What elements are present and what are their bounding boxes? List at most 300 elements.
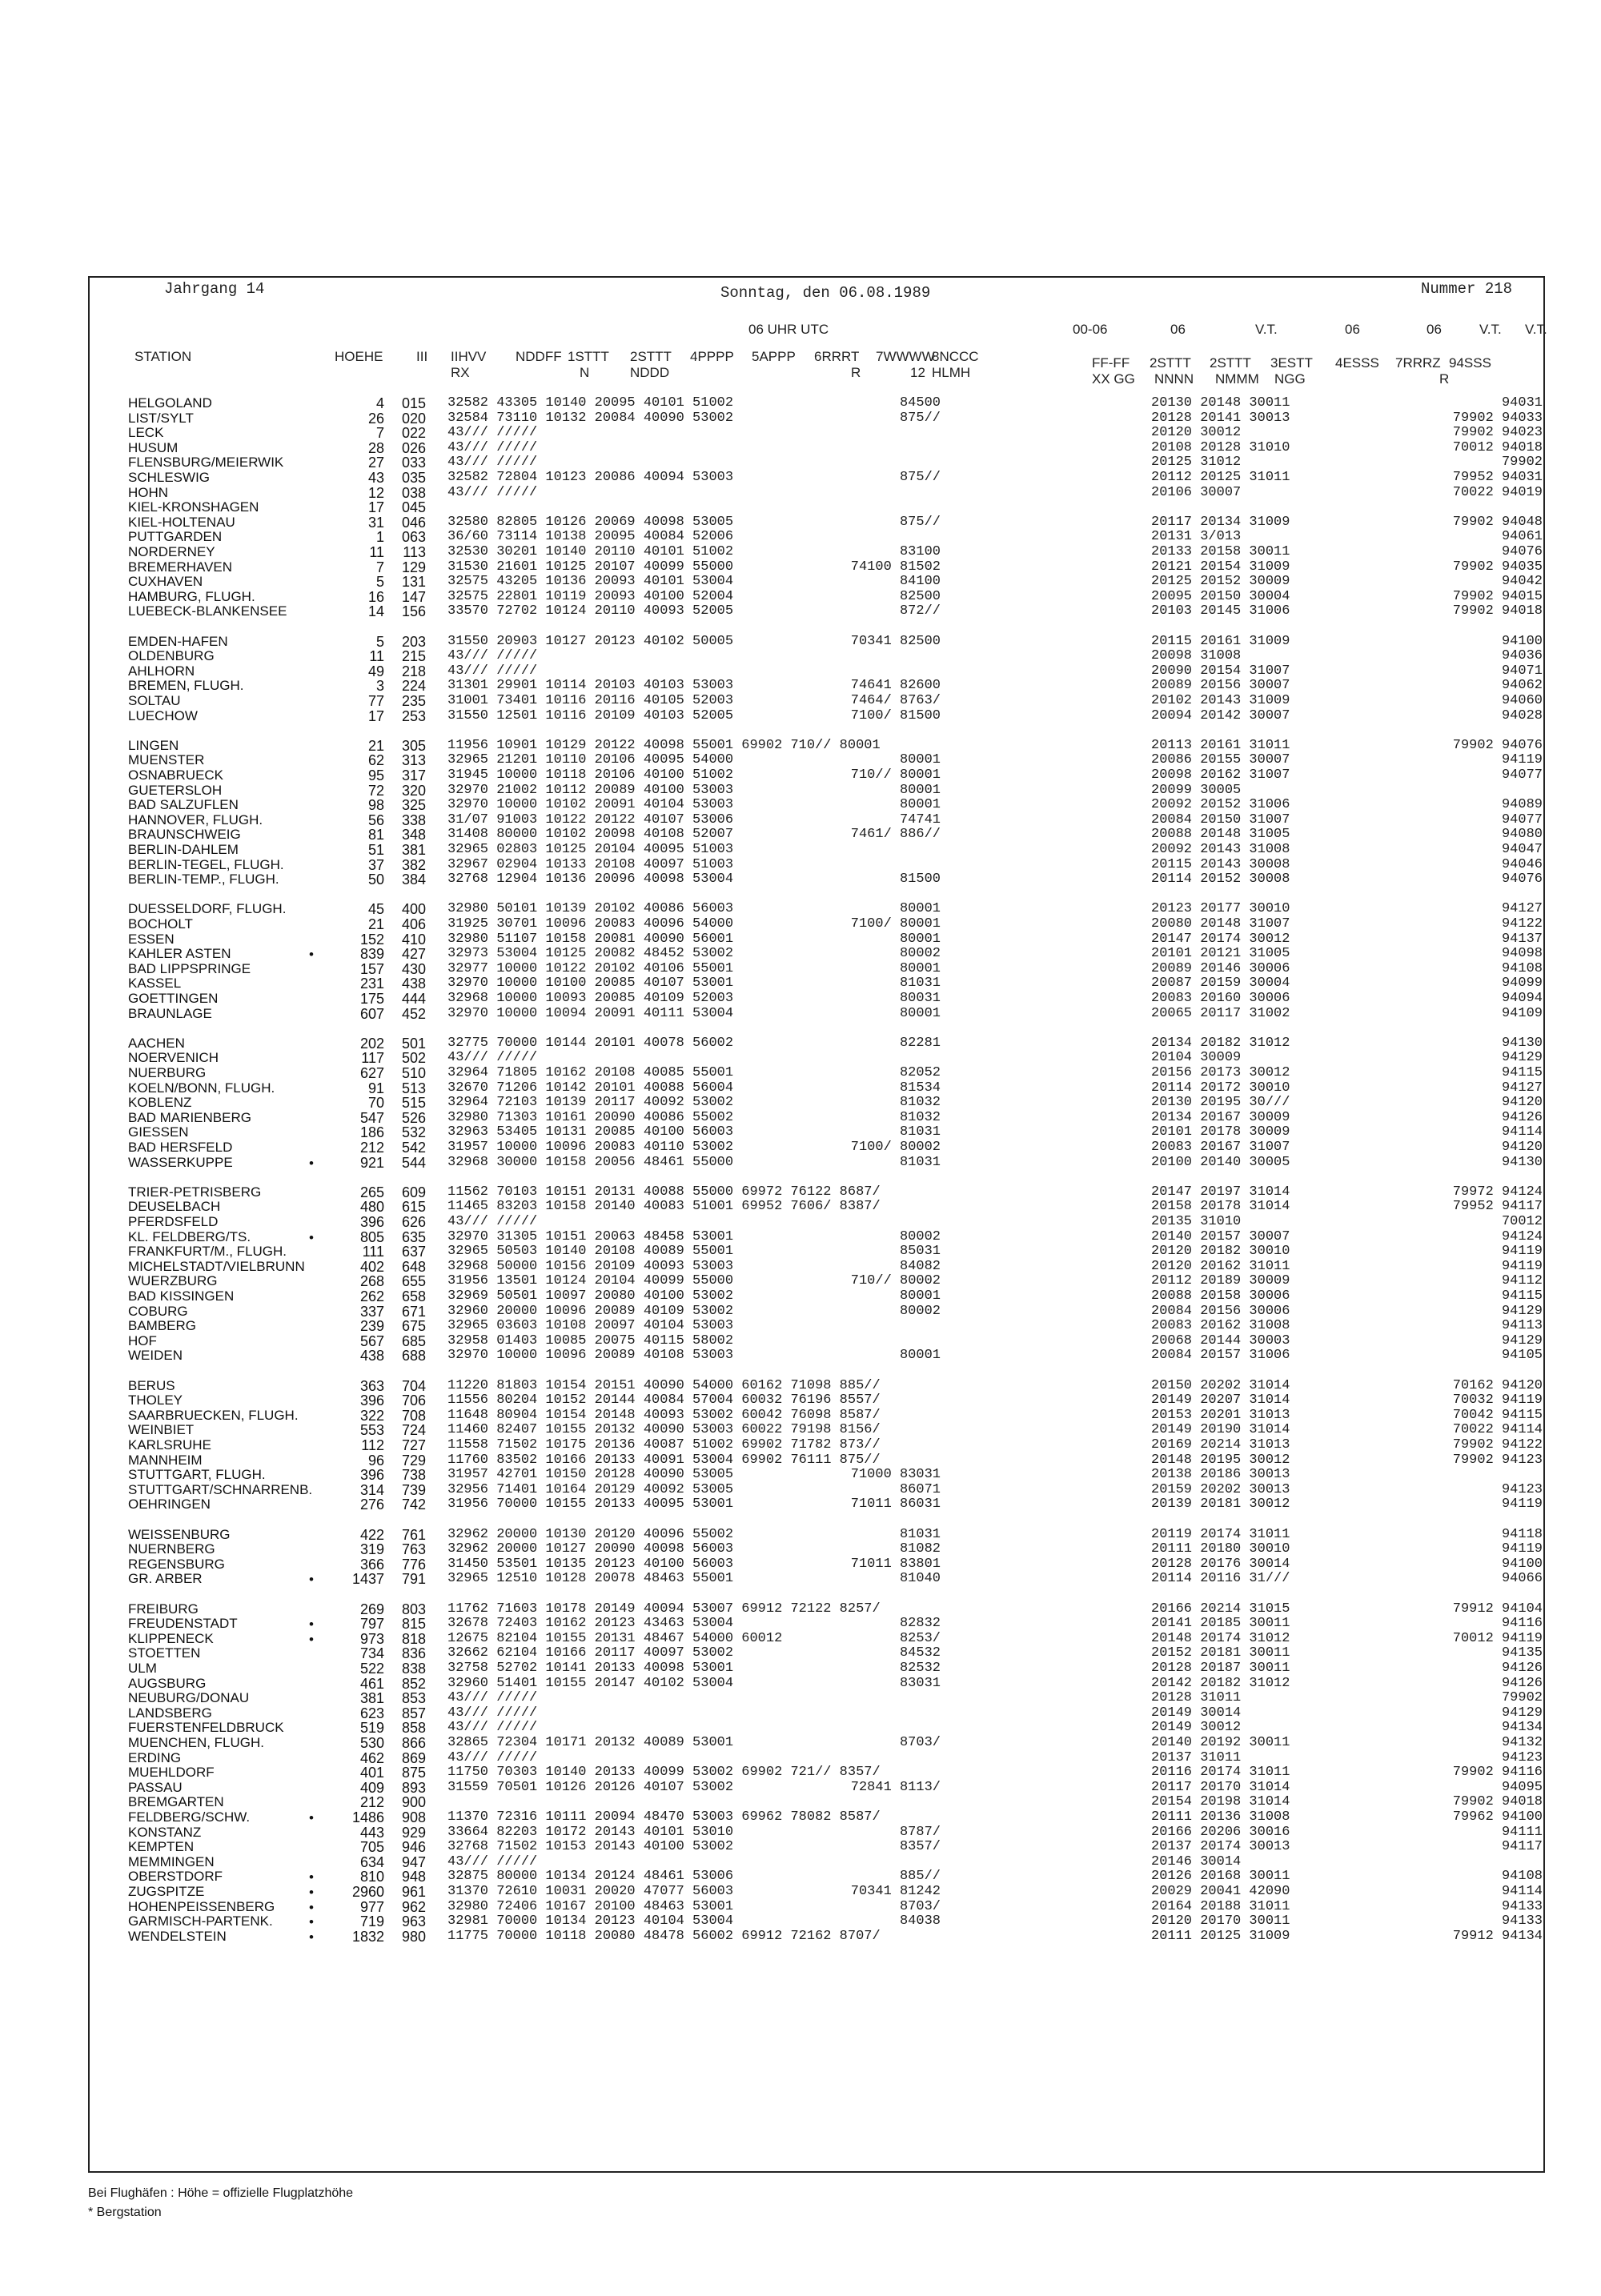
station-id: 858 [401,1720,426,1737]
synop-weather-cloud: 74641 82600 [850,678,941,694]
column-header-subcell: R [851,365,861,380]
section3-groups: 20102 20143 31009 [1151,693,1290,708]
table-row [0,992,1601,1006]
column-group-label: 06 [1426,322,1442,337]
section3-groups: 20164 20188 31011 [1151,1898,1290,1914]
section3-tail: 94129 [1501,1332,1543,1348]
station-name: BAD SALZUFLEN [128,797,239,813]
column-header-cell: 7WWWW [876,349,935,364]
synop-main-groups: 11562 70103 10151 20131 40088 55000 69972 76122 8687/ [447,1184,881,1200]
station-id: 852 [401,1675,426,1692]
section3-tail: 94094 [1501,991,1543,1006]
station-name: KIEL-KRONSHAGEN [128,499,259,515]
section3-groups: 20100 20140 30005 [1151,1154,1290,1170]
station-name: HOF [128,1332,157,1348]
station-id: 526 [401,1109,426,1126]
station-id: 033 [401,455,426,471]
synop-main-groups: 32530 30201 10140 20110 40101 51002 [447,544,734,559]
synop-main-groups: 31550 20903 10127 20123 40102 50005 [447,633,734,649]
station-id: 838 [401,1661,426,1677]
synop-weather-cloud: 872// [899,603,941,619]
station-id: 857 [401,1705,426,1721]
station-height: 5 [375,574,384,591]
synop-main-groups: 31550 12501 10116 20109 40103 52005 [447,707,734,723]
table-row [0,976,1601,991]
section3-groups: 20120 20162 31011 [1151,1258,1290,1274]
table-row [0,1751,1601,1765]
section3-tail: 94132 [1501,1735,1543,1750]
section3-groups: 20083 20160 30006 [1151,991,1290,1006]
station-id: 980 [401,1928,426,1945]
synop-weather-cloud: 84500 [899,395,941,411]
synop-main-groups: 32964 71805 10162 20108 40085 55001 [447,1065,734,1080]
table-row [0,872,1601,887]
station-id: 400 [401,901,426,918]
station-id: 235 [401,693,426,709]
section3-tail: 94108 [1501,1869,1543,1885]
section3-tail: 94095 [1501,1779,1543,1795]
section3-tail: 94060 [1501,693,1543,708]
synop-main-groups: 32970 21002 10112 20089 40100 53003 [447,782,734,798]
station-id: 444 [401,991,426,1007]
synop-main-groups: 32662 62104 10166 20117 40097 53002 [447,1645,734,1661]
station-height: 49 [367,663,384,679]
table-row [0,1795,1601,1809]
station-height: 98 [367,797,384,814]
synop-main-groups: 31957 10000 10096 20083 40110 53002 [447,1140,734,1155]
station-height: 265 [359,1184,384,1200]
station-height: 734 [359,1645,384,1662]
table-row [0,753,1601,767]
section3-tail: 94126 [1501,1109,1543,1125]
column-header-cell: NDDFF [516,349,562,364]
section3-tail: 79902 94122 [1452,1437,1543,1453]
section3-groups: 20104 30009 [1151,1050,1242,1066]
station-height: 91 [367,1080,384,1096]
station-height: 26 [367,410,384,427]
station-height: 72 [367,782,384,799]
synop-main-groups: 11460 82407 10155 20132 40090 53003 60022 79198 8156/ [447,1422,881,1438]
section3-groups: 20125 20152 30009 [1151,574,1290,590]
section3-groups: 20095 20150 30004 [1151,588,1290,604]
station-height: 973 [359,1630,384,1647]
section3-tail: 79902 [1501,1690,1543,1706]
station-id: 818 [401,1630,426,1647]
section3-tail: 94105 [1501,1348,1543,1364]
station-id: 635 [401,1228,426,1245]
station-name: ESSEN [128,931,175,947]
station-height: 5 [375,633,384,650]
section3-tail: 79902 94018 [1452,603,1543,619]
station-id: 046 [401,514,426,531]
station-id: 853 [401,1690,426,1707]
synop-main-groups: 11556 80204 10152 20144 40084 57004 60032 76196 8557/ [447,1392,881,1408]
section3-groups: 20080 20148 31007 [1151,916,1290,932]
station-height: 81 [367,827,384,843]
station-name: TRIER-PETRISBERG [128,1184,262,1200]
section3-groups: 20117 20170 31014 [1151,1779,1290,1795]
section3-tail: 94031 [1501,395,1543,411]
synop-weather-cloud: 82500 [899,588,941,604]
station-name: DUESSELDORF, FLUGH. [128,901,287,917]
column-header-cell: IIHVV [451,349,487,364]
synop-main-groups: 32970 10000 10102 20091 40104 53003 [447,797,734,813]
synop-main-groups: 32973 53004 10125 20082 48452 53002 [447,946,734,962]
section3-groups: 20090 20154 31007 [1151,663,1290,679]
table-row [0,500,1601,515]
station-height: 810 [359,1869,384,1885]
section3-groups: 20154 20198 31014 [1151,1794,1290,1810]
synop-main-groups: 32962 20000 10130 20120 40096 55002 [447,1526,734,1542]
table-row [0,1781,1601,1795]
synop-main-groups: 32970 10000 10096 20089 40108 53003 [447,1348,734,1364]
mountain-station-marker: • [309,1617,314,1633]
station-height: 401 [359,1765,384,1781]
section3-tail: 79902 94018 [1452,1794,1543,1810]
station-name: NEUBURG/DONAU [128,1690,250,1706]
table-row [0,962,1601,976]
column-header-cell: HOEHE [335,349,383,364]
station-height: 396 [359,1467,384,1484]
column-header-cell: 3ESTT [1270,355,1313,371]
station-name: HOHENPEISSENBERG [128,1898,275,1914]
synop-weather-cloud: 80002 [899,1228,941,1244]
table-row [0,441,1601,455]
table-row [0,1140,1601,1155]
section3-groups: 20086 20155 30007 [1151,752,1290,768]
section3-groups: 20146 30014 [1151,1853,1242,1869]
station-height: 402 [359,1258,384,1275]
station-id: 253 [401,707,426,724]
section3-groups: 20114 20172 30010 [1151,1080,1290,1096]
station-height: 363 [359,1377,384,1394]
station-id: 685 [401,1332,426,1349]
synop-weather-cloud: 7464/ 8763/ [850,693,941,708]
table-row [0,560,1601,575]
section3-groups: 20111 20136 31008 [1151,1809,1290,1825]
table-row [0,1885,1601,1899]
station-height: 1437 [351,1571,384,1588]
table-row [0,1304,1601,1319]
column-header-cell: 2STTT [1210,355,1251,371]
station-height: 16 [367,588,384,605]
station-id: 791 [401,1571,426,1588]
station-height: 43 [367,470,384,486]
station-height: 921 [359,1154,384,1171]
section3-groups: 20169 20214 31013 [1151,1437,1290,1453]
synop-main-groups: 31945 10000 10118 20106 40100 51002 [447,767,734,783]
section3-groups: 20159 20202 30013 [1151,1481,1290,1497]
station-name: BAD LIPPSPRINGE [128,960,251,976]
station-name: FELDBERG/SCHW. [128,1809,251,1825]
table-row [0,1393,1601,1408]
table-row [0,843,1601,857]
mountain-station-marker: • [309,1631,314,1647]
station-id: 658 [401,1288,426,1304]
section3-groups: 20120 30012 [1151,425,1242,441]
table-row [0,1230,1601,1244]
station-id: 908 [401,1809,426,1825]
station-name: MUEHLDORF [128,1765,215,1781]
synop-main-groups: 43/// ///// [447,1720,538,1736]
station-id: 729 [401,1452,426,1469]
station-height: 805 [359,1228,384,1245]
section3-tail: 94036 [1501,648,1543,664]
station-name: NUERBURG [128,1065,207,1080]
column-header-subcell: XX GG [1092,371,1135,387]
table-row [0,827,1601,842]
table-row [0,1765,1601,1780]
section3-groups: 20134 20182 31012 [1151,1035,1290,1051]
section3-groups: 20128 20187 30011 [1151,1661,1290,1676]
station-id: 869 [401,1749,426,1766]
synop-main-groups: 11760 83502 10166 20133 40091 53004 69902 76111 875// [447,1452,881,1468]
section3-groups: 20087 20159 30004 [1151,976,1290,992]
table-row [0,1602,1601,1617]
table-row [0,664,1601,679]
table-row [0,1379,1601,1393]
table-row [0,396,1601,411]
section3-tail: 70032 94119 [1452,1392,1543,1408]
station-height: 262 [359,1288,384,1304]
station-id: 320 [401,782,426,799]
station-height: 276 [359,1497,384,1513]
column-header-subcell: NMMM [1215,371,1259,387]
table-row [0,1007,1601,1021]
station-id: 218 [401,663,426,679]
station-height: 396 [359,1392,384,1409]
station-id: 648 [401,1258,426,1275]
table-row [0,1632,1601,1646]
table-row [0,1810,1601,1825]
synop-main-groups: 32963 53405 10131 20085 40100 56003 [447,1124,734,1140]
station-id: 704 [401,1377,426,1394]
section3-groups: 20119 20174 31011 [1151,1526,1290,1542]
station-id: 035 [401,470,426,486]
column-header-subcell: NGG [1274,371,1306,387]
synop-weather-cloud: 81031 [899,1154,941,1170]
synop-main-groups: 31559 70501 10126 20126 40107 53002 [447,1779,734,1795]
section3-tail: 94129 [1501,1705,1543,1721]
station-name: ULM [128,1661,157,1676]
synop-main-groups: 32968 50000 10156 20109 40093 53003 [447,1258,734,1274]
station-height: 797 [359,1616,384,1633]
synop-main-groups: 32965 02803 10125 20104 40095 51003 [447,842,734,857]
section3-groups: 20089 20146 30006 [1151,960,1290,976]
station-name: WASSERKUPPE [128,1154,233,1170]
station-id: 947 [401,1853,426,1870]
issue-number: Nummer 218 [1421,280,1513,298]
station-name: BOCHOLT [128,916,193,932]
synop-main-groups: 36/60 73114 10138 20095 40084 52006 [447,529,734,545]
section3-tail: 94099 [1501,976,1543,992]
section3-groups: 20137 31011 [1151,1749,1242,1765]
station-name: LANDSBERG [128,1705,212,1721]
station-height: 381 [359,1690,384,1707]
section3-tail: 94135 [1501,1645,1543,1661]
section3-groups: 20029 20041 42090 [1151,1884,1290,1899]
station-id: 430 [401,960,426,977]
section3-groups: 20099 30005 [1151,782,1242,798]
column-group-label: V.T. [1479,322,1502,337]
synop-weather-cloud: 81032 [899,1095,941,1111]
table-row [0,932,1601,947]
section3-groups: 20103 20145 31006 [1151,603,1290,619]
section3-tail: 94124 [1501,1228,1543,1244]
station-name: GOETTINGEN [128,991,219,1006]
station-height: 117 [361,1050,384,1067]
synop-weather-cloud: 8253/ [899,1630,941,1646]
section3-groups: 20114 20116 31/// [1151,1571,1290,1587]
section3-tail: 94123 [1501,1481,1543,1497]
station-name: DEUSELBACH [128,1199,221,1215]
section3-tail: 94118 [1501,1526,1543,1542]
table-row [0,1289,1601,1304]
synop-weather-cloud: 80001 [899,797,941,813]
synop-weather-cloud: 80001 [899,1288,941,1304]
section3-tail: 70012 94018 [1452,439,1543,455]
station-height: 1 [375,529,384,546]
synop-main-groups: 11775 70000 10118 20080 48478 56002 69912 72162 8707/ [447,1928,881,1944]
station-name: BAMBERG [128,1318,197,1334]
column-group-label: 06 UHR UTC [748,322,829,337]
synop-weather-cloud: 84038 [899,1913,941,1929]
station-id: 026 [401,439,426,456]
station-height: 567 [359,1332,384,1349]
station-name: FUERSTENFELDBRUCK [128,1720,284,1736]
station-height: 314 [359,1481,384,1498]
section3-groups: 20098 20162 31007 [1151,767,1290,783]
synop-main-groups: 32968 30000 10158 20056 48461 55000 [447,1154,734,1170]
station-name: OBERSTDORF [128,1869,223,1885]
column-group-label: V.T. [1255,322,1278,337]
mountain-station-marker: • [309,1155,314,1171]
station-id: 688 [401,1348,426,1364]
section3-groups: 20166 20214 31015 [1151,1601,1290,1617]
table-row [0,1438,1601,1453]
synop-main-groups: 31370 72610 10031 20020 47077 56003 [447,1884,734,1899]
section3-tail: 94100 [1501,1556,1543,1572]
station-id: 063 [401,529,426,546]
station-height: 522 [359,1661,384,1677]
section3-tail: 94127 [1501,1080,1543,1096]
synop-main-groups: 32768 71502 10153 20143 40100 53002 [447,1839,734,1855]
station-name: AHLHORN [128,663,195,679]
table-row [0,1125,1601,1140]
synop-weather-cloud: 7100/ 80001 [850,916,941,932]
section3-groups: 20138 20186 30013 [1151,1467,1290,1483]
section3-groups: 20083 20167 31007 [1151,1140,1290,1155]
section3-groups: 20158 20178 31014 [1151,1199,1290,1215]
synop-weather-cloud: 80001 [899,752,941,768]
synop-weather-cloud: 84532 [899,1645,941,1661]
section3-groups: 20139 20181 30012 [1151,1497,1290,1513]
station-name: GUETERSLOH [128,782,223,798]
column-header-cell: 7RRRZ [1395,355,1441,371]
synop-main-groups: 32965 03603 10108 20097 40104 53003 [447,1318,734,1334]
synop-weather-cloud: 82281 [899,1035,941,1051]
station-height: 175 [359,991,384,1007]
table-row [0,1706,1601,1721]
table-row [0,1066,1601,1080]
station-id: 113 [403,544,426,560]
station-height: 1486 [351,1809,384,1825]
station-name: OLDENBURG [128,648,215,664]
synop-weather-cloud: 71011 83801 [850,1556,941,1572]
section3-tail: 94117 [1501,1839,1543,1855]
station-height: 212 [359,1794,384,1811]
section3-tail: 94129 [1501,1050,1543,1066]
synop-main-groups: 32768 12904 10136 20096 40098 53004 [447,872,734,888]
section3-tail: 79962 94100 [1452,1809,1543,1825]
section3-groups: 20088 20148 31005 [1151,827,1290,843]
section3-groups: 20113 20161 31011 [1151,737,1290,753]
synop-weather-cloud: 84100 [899,574,941,590]
station-name: BERLIN-DAHLEM [128,842,239,857]
station-height: 157 [359,960,384,977]
station-height: 366 [359,1556,384,1573]
station-id: 946 [401,1839,426,1856]
section3-groups: 20153 20201 31013 [1151,1407,1290,1423]
synop-main-groups: 11956 10901 10129 20122 40098 55001 69902 710// 80001 [447,737,881,753]
synop-main-groups: 33570 72702 10124 20110 40093 52005 [447,603,734,619]
station-height: 462 [359,1749,384,1766]
station-name: MUENCHEN, FLUGH. [128,1735,265,1750]
station-id: 655 [401,1273,426,1290]
table-row [0,709,1601,723]
synop-weather-cloud: 80001 [899,960,941,976]
section3-tail: 94115 [1501,1065,1543,1080]
station-id: 022 [401,425,426,442]
station-height: 12 [367,484,384,501]
synop-weather-cloud: 85031 [899,1244,941,1260]
station-height: 202 [359,1035,384,1052]
section3-tail: 79902 94048 [1452,514,1543,530]
synop-weather-cloud: 885// [899,1869,941,1885]
synop-weather-cloud: 74100 81502 [850,559,941,575]
section3-tail: 94130 [1501,1154,1543,1170]
station-id: 203 [401,633,426,650]
section3-tail: 70012 [1501,1214,1543,1229]
synop-main-groups: 31301 29901 10114 20103 40103 53003 [447,678,734,694]
table-row [0,1274,1601,1288]
synop-main-groups: 43/// ///// [447,1214,538,1229]
synop-main-groups: 32865 72304 10171 20132 40089 53001 [447,1735,734,1750]
station-height: 4 [375,395,384,411]
table-row [0,649,1601,663]
station-id: 501 [401,1035,426,1052]
section3-tail: 94071 [1501,663,1543,679]
synop-main-groups: 11370 72316 10111 20094 48470 53003 69962 78082 8587/ [447,1809,881,1825]
station-id: 532 [401,1124,426,1141]
station-height: 839 [359,946,384,963]
table-row [0,1096,1601,1110]
synop-main-groups: 32875 80000 10134 20124 48461 53006 [447,1869,734,1885]
section3-groups: 20120 20170 30011 [1151,1913,1290,1929]
station-name: LECK [128,425,164,441]
station-id: 313 [401,752,426,769]
table-row [0,1260,1601,1274]
station-id: 224 [401,678,426,695]
synop-main-groups: 43/// ///// [447,439,538,455]
synop-weather-cloud: 80001 [899,1348,941,1364]
station-name: AACHEN [128,1035,185,1051]
synop-weather-cloud: 81534 [899,1080,941,1096]
station-id: 515 [401,1095,426,1112]
column-header-cell: 94SSS [1449,355,1491,371]
station-id: 961 [401,1884,426,1900]
section3-groups: 20142 20182 31012 [1151,1675,1290,1691]
